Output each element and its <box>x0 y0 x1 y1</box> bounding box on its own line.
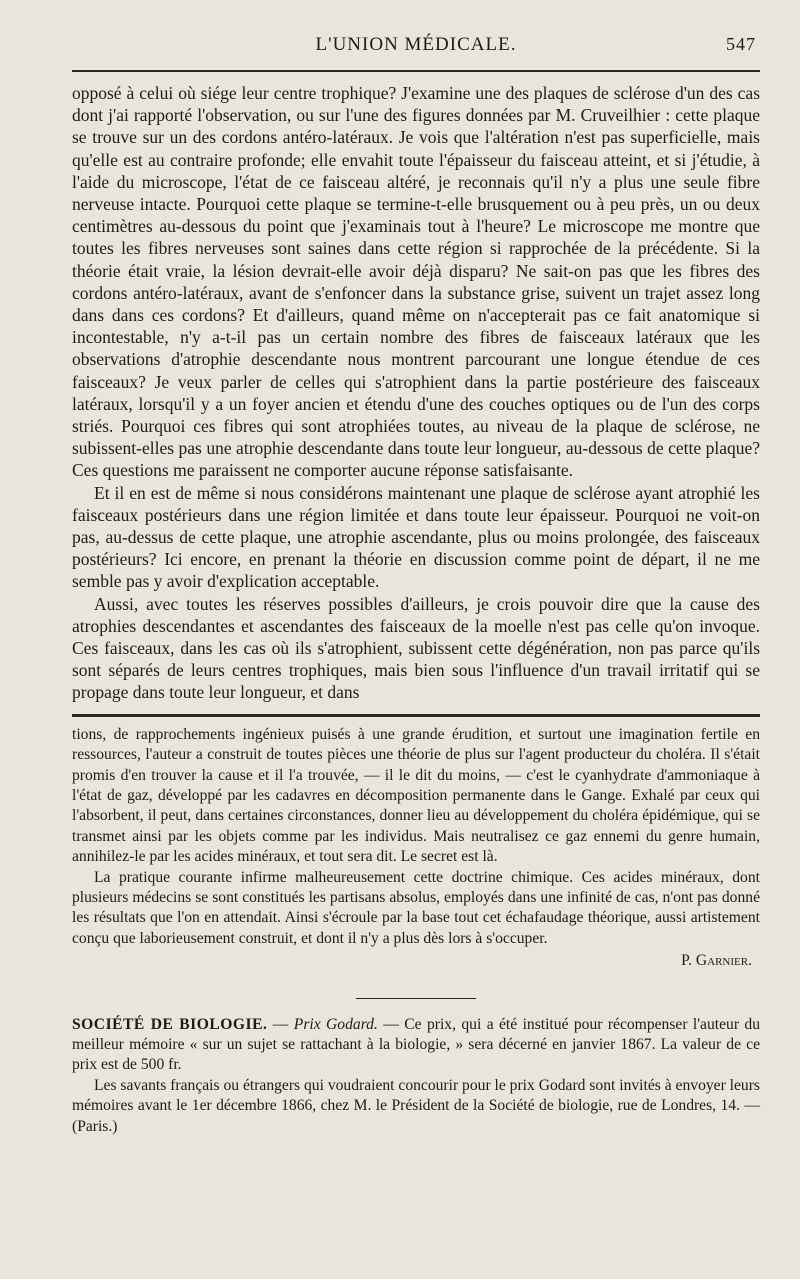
footnote-text <box>72 725 760 972</box>
news-paragraph-2: Les savants français ou étrangers qui voudraient concourir pour le prix Godard sont invités à envoyer leurs mémoires avant le 1er décembre 1866, chez M. le Président de la Société de biologie, rue de Londres, 14. — (Paris.) <box>72 1076 760 1135</box>
news-subtitle: Prix Godard. <box>293 1015 378 1033</box>
section-divider <box>356 998 476 999</box>
paragraph: opposé à celui où siége leur centre trophique? J'examine une des plaques de sclérose d'un des cas dont j'ai rapporté l'observation, ou sur l'une des figures données par M. Cruveilhier : cette plaque se trouve sur un des cordons antéro-latéraux. Je vois que l'altération n'est pas superficielle, mais qu'elle est au contraire profonde; elle envahit toute l'épaisseur du faisceau atteint, et si j'étudie, à l'aide du microscope, l'état de ce faisceau altéré, je reconnais qu'il n'y a plus une seule fibre nerveuse intacte. Pourquoi cette plaque se termine-t-elle brusquement ou à peu près, un ou deux centimètres au-dessous du point que j'examinais tout à l'heure? Le microscope me montre que toutes les fibres nerveuses sont saines dans cette région si rapprochée de la précédente. Si la théorie était vraie, la lésion devrait-elle avoir déjà disparu? Ne sait-on pas que les fibres des cordons antéro-latéraux, avant de s'enfoncer dans la substance grise, suivent un trajet assez long dans dans ces cordons? Et d'ailleurs, quand même on n'accepterait pas ce fait anatomique si incontestable, n'y a-t-il pas un certain nombre des fibres de faisceaux latéraux que les observations d'atrophie descendante nous montrent parcourant une longue étendue de ces faisceaux? Je veux parler de celles qui s'atrophient dans la partie postérieure des faisceaux latéraux, lorsqu'il y a un foyer ancien et étendu d'une des couches optiques ou de l'un des corps striés. Pourquoi ces fibres qui sont atrophiées toutes, au niveau de la plaque de sclérose, ne subissent-elles pas une atrophie descendante dans toute leur longueur, au-dessous de cette plaque? Ces questions me paraissent ne comporter aucune réponse satisfaisante. <box>72 83 760 481</box>
news-text: — Ce prix, qui a été institué pour récompenser l'auteur du meilleur mémoire « sur un sujet se rattachant à la biologie, » sera décerné en janvier 1867. La valeur de ce prix est de 500 fr. <box>72 1015 760 1074</box>
paragraph: Aussi, avec toutes les réserves possibles d'ailleurs, je crois pouvoir dire que la cause des atrophies descendantes et ascendantes des faisceaux de la moelle n'est pas celle qu'on invoque. Ces faisceaux, dans les cas où ils s'atrophient, subissent cette dégénération, non pas parce qu'ils sont séparés de leurs centres trophiques, mais bien sous l'influence d'un travail irritatif qui se propage dans toute leur longueur, et dans <box>72 593 760 703</box>
footnote-paragraph: tions, de rapprochements ingénieux puisés à une grande érudition, et surtout une imagination fertile en ressources, l'auteur a construit de toutes pièces une théorie de plus sur l'agent producteur du choléra. Il s'était promis d'en trouver la cause et il l'a trouvée, — il le dit du moins, — c'est le cyanhydrate d'ammoniaque à l'état de gaz, développé par les cadavres en décomposition permanente dans le Gange. Exhalé par ceux qui l'absorbent, il peut, dans certaines circonstances, donner lieu au développement du choléra épidémique, qui se transmet ainsi par les objets comme par les individus. Mais neutralisez ce gaz ennemi du genre humain, annihilez-le par les acides minéraux, et tout sera dit. Le secret est là. <box>72 725 760 866</box>
footnote-paragraph: La pratique courante infirme malheureusement cette doctrine chimique. Ces acides minéraux, dont plusieurs médecins se sont constitués les partisans absolus, employés dans une infinité de cas, n'ont pas donné les résultats que l'on en attendait. Ainsi s'écroule par la base tout cet échafaudage théorique, aussi artistement conçu que laborieusement construit, et dont il n'y a plus dès lors à s'occuper. <box>72 868 760 947</box>
page-number: 547 <box>726 34 756 54</box>
paragraph: Et il en est de même si nous considérons maintenant une plaque de sclérose ayant atrophié les faisceaux postérieurs dans une région limitée et dans toute leur épaisseur. Pourquoi ne voit-on pas, au-dessus de cette plaque, une atrophie ascendante, plus ou moins prolongée, des faisceaux postérieurs? Ici encore, en prenant la théorie en discussion comme point de départ, il ne me semble pas y avoir d'explication acceptable. <box>72 482 760 592</box>
news-item <box>72 1015 760 1137</box>
main-text <box>72 82 760 704</box>
journal-title: L'UNION MÉDICALE. <box>315 34 517 55</box>
header-rule <box>72 70 760 72</box>
news-paragraph: SOCIÉTÉ DE BIOLOGIE. — Prix Godard. — Ce prix, qui a été institué pour récompenser l'auteur du meilleur mémoire « sur un sujet se rattachant à la biologie, » sera décerné en janvier 1867. La valeur de ce prix est de 500 fr. <box>72 1015 760 1074</box>
running-header <box>72 34 760 60</box>
footnote-rule <box>72 714 760 717</box>
news-heading: SOCIÉTÉ DE BIOLOGIE. <box>72 1015 268 1033</box>
author-signature: P. Garnier. <box>681 952 752 970</box>
